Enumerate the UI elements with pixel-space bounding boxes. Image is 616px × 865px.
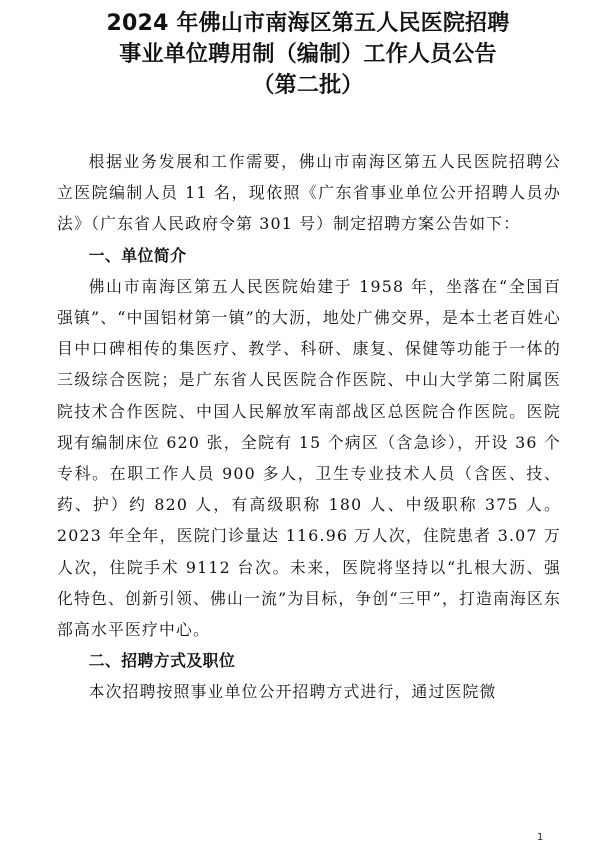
title-line-2: 事业单位聘用制（编制）工作人员公告 (119, 42, 497, 67)
document-title (55, 8, 561, 101)
section-heading-recruitment-method: 二、招聘方式及职位 (88, 651, 236, 671)
page-number: 1 (537, 832, 544, 843)
section-heading-unit-profile: 一、单位简介 (88, 245, 187, 265)
intro-paragraph: 根据业务发展和工作需要，佛山市南海区第五人民医院招聘公立医院编制人员 11 名，现依照《广东省事业单位公开招聘人员办法》（广东省人民政府令第 301 号）制定招聘方案公告如下： (57, 152, 561, 234)
title-line-3: （第二批） (252, 73, 364, 98)
title-line-1: 2024 年佛山市南海区第五人民医院招聘 (106, 11, 510, 36)
unit-profile-paragraph: 佛山市南海区第五人民医院始建于 1958 年，坐落在“全国百强镇”、“中国铝材第一镇”的大沥，地处广佛交界，是本土老百姓心目中口碑相传的集医疗、教学、科研、康复、保健等功能于一体的三级综合医院；是广东省人民医院合作医院、中山大学第二附属医院技术合作医院、中国人民解放军南部战区总医院合作医院。医院现有编制床位 620 张，全院有 15 个病区（含急诊），开设 36 个专科。在职工作人员 900 多人，卫生专业技术人员（含医、技、药、护）约 820 人，有高级职称 180 人、中级职称 375 人。2023 年全年，医院门诊量达 116.96 万人次，住院患者 3.07 万人次，住院手术 9112 台次。未来，医院将坚持以“扎根大沥、强化特色、创新引领、佛山一流”为目标，争创“三甲”，打造南海区东部高水平医疗中心。 (57, 276, 561, 640)
recruitment-method-paragraph: 本次招聘按照事业单位公开招聘方式进行，通过医院微 (88, 682, 497, 702)
document-body (57, 146, 561, 708)
